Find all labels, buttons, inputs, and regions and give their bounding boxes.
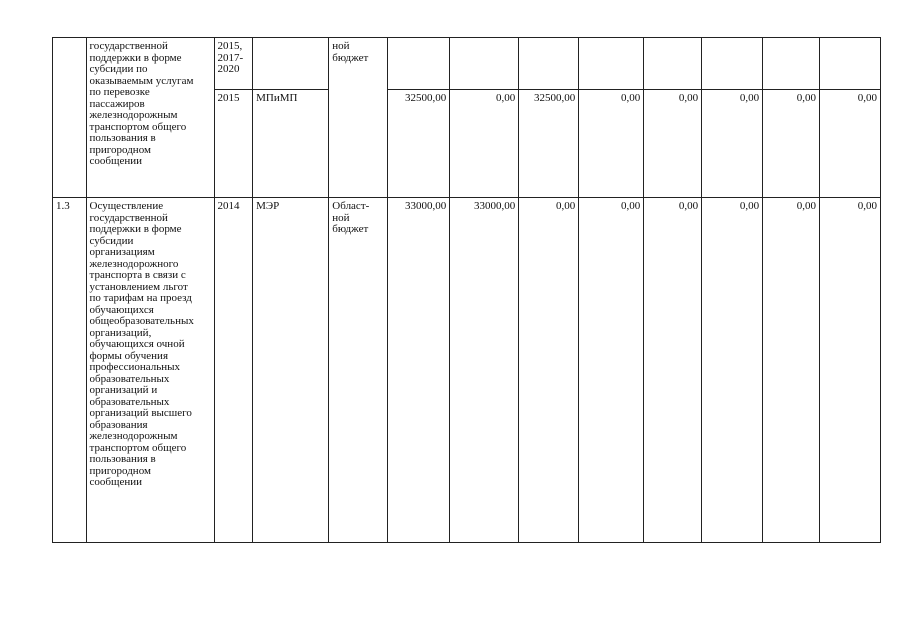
value-cell: 33000,00 xyxy=(388,198,450,543)
row-number xyxy=(53,38,87,198)
years-cell: 2015 xyxy=(214,90,253,198)
value-cell: 0,00 xyxy=(579,198,644,543)
value-cell: 33000,00 xyxy=(450,198,519,543)
funding-source: ной бюджет xyxy=(329,38,388,198)
executor-cell: МПиМП xyxy=(253,90,329,198)
value-cell xyxy=(819,38,880,90)
value-cell xyxy=(579,38,644,90)
value-cell: 32500,00 xyxy=(519,90,579,198)
measure-description: Осуществление государственной поддержки в форме субсидии организациям железнодорожного транспорта в связи с установлением льгот по тарифам на проезд обучающихся общеобразовательных организаций, обучающихся очной формы обучения профессиональных образовательных организаций и образовательных организаций высшего образования железнодорожным транспортом общего пользования в пригородном сообщении xyxy=(86,198,214,543)
value-cell: 0,00 xyxy=(579,90,644,198)
table-row xyxy=(53,38,881,90)
funding-source: Област- ной бюджет xyxy=(329,198,388,543)
value-cell: 32500,00 xyxy=(388,90,450,198)
value-cell: 0,00 xyxy=(644,90,702,198)
budget-table xyxy=(52,37,881,543)
executor-cell: МЭР xyxy=(253,198,329,543)
value-cell: 0,00 xyxy=(763,198,820,543)
executor-cell xyxy=(253,38,329,90)
value-cell: 0,00 xyxy=(819,90,880,198)
value-cell: 0,00 xyxy=(702,90,763,198)
value-cell: 0,00 xyxy=(819,198,880,543)
value-cell xyxy=(763,38,820,90)
value-cell: 0,00 xyxy=(763,90,820,198)
value-cell xyxy=(388,38,450,90)
value-cell: 0,00 xyxy=(644,198,702,543)
value-cell xyxy=(450,38,519,90)
value-cell xyxy=(644,38,702,90)
measure-description: государственной поддержки в форме субсидии по оказываемым услугам по перевозке пассажиров железнодорожным транспортом общего пользования в пригородном сообщении xyxy=(86,38,214,198)
years-cell: 2014 xyxy=(214,198,253,543)
table-row xyxy=(53,198,881,543)
years-cell: 2015, 2017- 2020 xyxy=(214,38,253,90)
value-cell: 0,00 xyxy=(702,198,763,543)
row-number: 1.3 xyxy=(53,198,87,543)
value-cell xyxy=(519,38,579,90)
value-cell: 0,00 xyxy=(519,198,579,543)
value-cell: 0,00 xyxy=(450,90,519,198)
value-cell xyxy=(702,38,763,90)
